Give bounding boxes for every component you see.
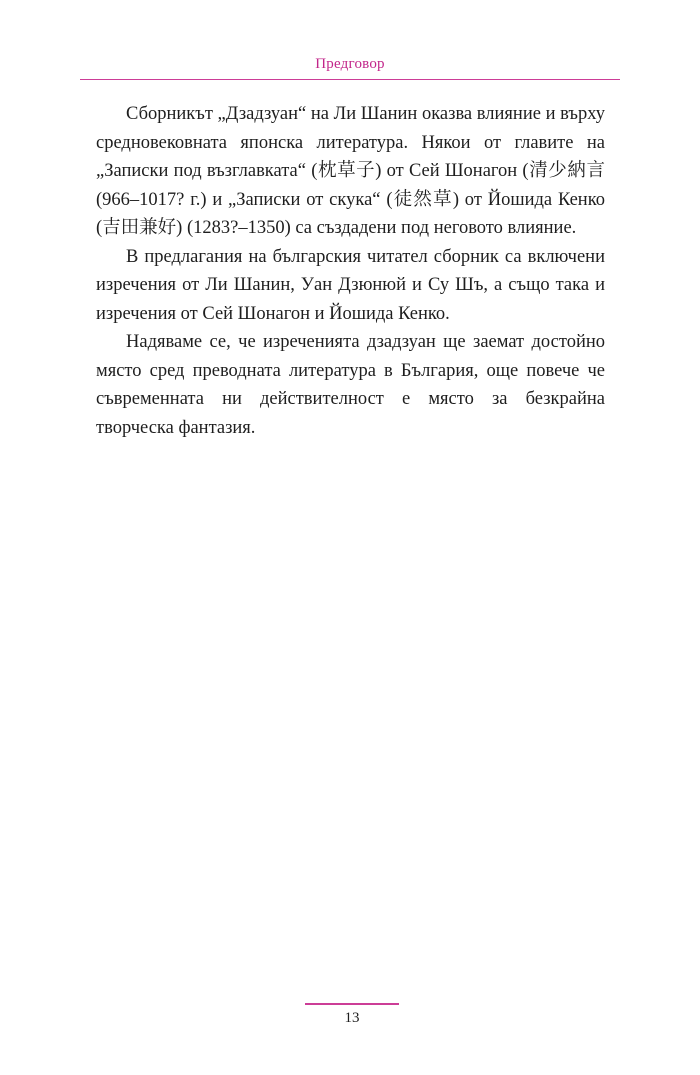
page-body <box>96 100 605 442</box>
paragraph: Надяваме се, че изреченията дзадзуан ще заемат достойно място сред преводната литература в България, още повече че съвременната ни действителност е място за безкрайна творческа фантазия. <box>96 332 605 438</box>
header-rule <box>80 79 620 80</box>
footer-rule <box>305 1003 399 1005</box>
page-number: 13 <box>344 1010 360 1026</box>
paragraph: Сборникът „Дзадзуан“ на Ли Шанин оказва влияние и върху средновековната японска литература. Някои от главите на „Записки под възглавката“ (枕草子) от Сей Шонагон (清少納言 (966–1017? г.) и „Записки от скука“ (徒然草) от Йошида Кенко (吉田兼好) (1283?–1350) са създадени под неговото влияние. <box>96 104 605 238</box>
running-header: Предговор <box>315 56 385 72</box>
paragraph: В предлагания на българския читател сборник са включени изречения от Ли Шанин, Уан Дзюнюй и Су Шъ, а също така и изречения от Сей Шонагон и Йошида Кенко. <box>96 246 605 324</box>
